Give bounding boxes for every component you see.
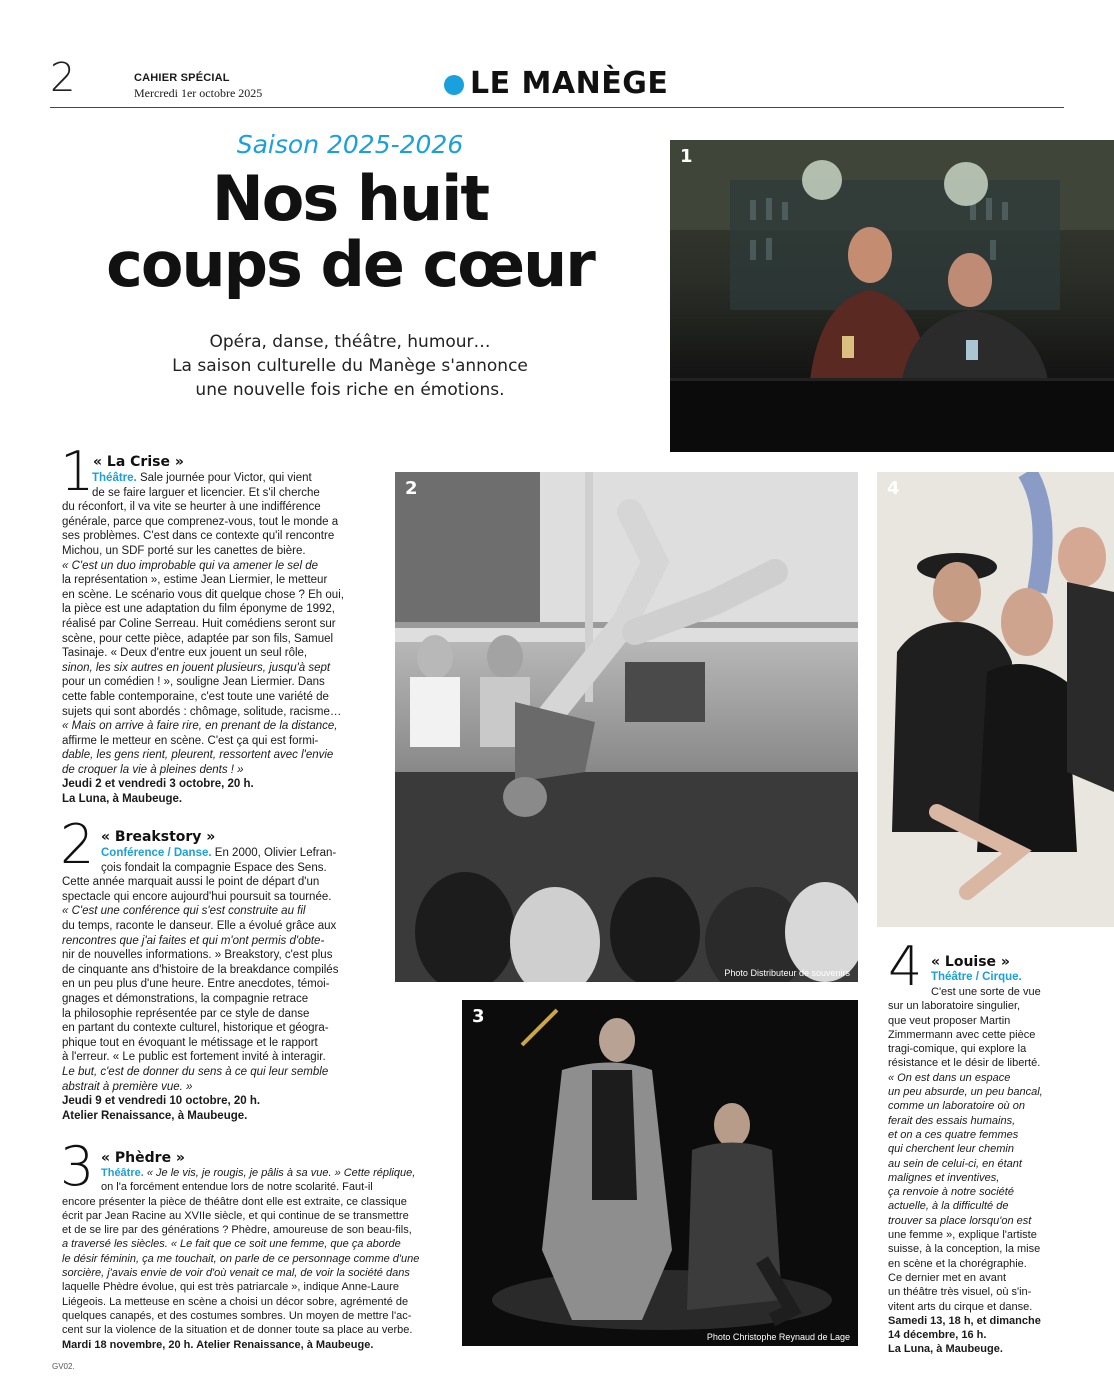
- article-4-body: [888, 985, 1068, 1357]
- article-2-line: phique tout en évoquant le métissage et le rapport: [62, 1036, 318, 1049]
- section-label: CAHIER SPÉCIAL: [134, 72, 230, 84]
- title-line-1: Nos huit: [211, 162, 489, 235]
- article-3-number: 3: [60, 1135, 95, 1198]
- footer-code: GV02.: [52, 1362, 75, 1371]
- article-3-line: quelques canapés, et des costumes sombres. Un moyen de mettre l'ac-: [62, 1309, 412, 1322]
- article-1-line: Sale journée pour Victor, qui vient: [139, 472, 312, 484]
- article-2-line: du temps, raconte le danseur. Elle a évolué grâce aux: [62, 919, 337, 932]
- article-2-line: à l'erreur. « Le public est fortement invité à interagir.: [62, 1051, 326, 1064]
- article-4-line: sur un laboratoire singulier,: [888, 1000, 1021, 1013]
- article-4-line: ferait des essais humains,: [888, 1114, 1016, 1127]
- standfirst: [140, 330, 560, 402]
- article-4-number: 4: [888, 935, 923, 998]
- article-1-when: Jeudi 2 et vendredi 3 octobre, 20 h.: [62, 778, 254, 791]
- header-divider: [50, 107, 1064, 108]
- article-2-when: Jeudi 9 et vendredi 10 octobre, 20 h.: [62, 1095, 261, 1108]
- article-1-line: Michou, un SDF porté sur les canettes de bière.: [62, 544, 306, 557]
- article-1-line: de croquer la vie à pleines dents ! »: [62, 763, 244, 776]
- issue-date: Mercredi 1er octobre 2025: [134, 86, 263, 100]
- article-1-line: Tasinaje. « Deux d'entre eux jouent un seul rôle,: [62, 647, 308, 660]
- page-title: [90, 162, 610, 301]
- brand-dot-icon: [444, 75, 464, 95]
- photo-la-crise: [670, 140, 1114, 452]
- article-1-number: 1: [60, 440, 95, 503]
- article-4-line: tragi-comique, qui explore la: [888, 1043, 1027, 1056]
- article-3-line: laquelle Phèdre évolue, qui est très patriarcale », indique Anne-Laure: [62, 1281, 399, 1294]
- article-1-line: la pièce est une adaptation du film éponyme de 1992,: [62, 603, 335, 616]
- article-2-line: nir de nouvelles informations. » Breakstory, c'est plus: [62, 949, 333, 962]
- article-4-line: résistance et le désir de liberté.: [888, 1057, 1041, 1070]
- brand-title: LE MANÈGE: [470, 66, 669, 101]
- article-1-line: sujets qui sont abordés : chômage, solitude, racisme…: [62, 705, 342, 718]
- photo-phedre-illustration: [462, 1000, 858, 1346]
- article-4-line: trouver sa place lorsqu'on est: [888, 1214, 1032, 1227]
- article-1-where: La Luna, à Maubeuge.: [62, 793, 183, 806]
- article-4-line: ça renvoie à notre société: [888, 1186, 1014, 1199]
- article-4-genre: Théâtre / Cirque.: [931, 971, 1022, 983]
- photo-number-4: 4: [887, 478, 900, 499]
- standfirst-line-2: La saison culturelle du Manège s'annonce: [172, 356, 528, 376]
- article-4-line: comme un laboratoire où on: [888, 1100, 1025, 1113]
- article-2-number: 2: [60, 813, 95, 876]
- photo-credit-3: Photo Christophe Reynaud de Lage: [706, 1332, 850, 1342]
- article-2-line: çois fondait la compagnie Espace des Sens.: [101, 861, 327, 874]
- title-line-2: coups de cœur: [106, 228, 594, 301]
- article-3-line: a traversé les siècles. « Le fait que ce soit une femme, que ça aborde: [62, 1238, 401, 1251]
- article-1-line: en scène. Le scénario vous dit quelque chose ? Eh oui,: [62, 588, 344, 601]
- photo-louise-illustration: [877, 472, 1114, 927]
- article-2-line: spectacle qui encore aujourd'hui poursuit sa tournée.: [62, 890, 332, 903]
- article-4-line: et on a ces quatre femmes: [888, 1128, 1019, 1141]
- article-3-line: écrit par Jean Racine au XVIIe siècle, et qui continue de se transmettre: [62, 1209, 409, 1222]
- article-1-line: scène, pour cette pièce, adaptée par son fils, Samuel: [62, 632, 334, 645]
- article-1-line: du réconfort, il va vite se heurter à une indifférence: [62, 501, 321, 514]
- page-number: 2: [50, 55, 76, 101]
- article-4-when-2: 14 décembre, 16 h.: [888, 1329, 987, 1342]
- standfirst-line-1: Opéra, danse, théâtre, humour…: [209, 332, 491, 352]
- article-4-where: La Luna, à Maubeuge.: [888, 1343, 1003, 1356]
- photo-la-crise-illustration: [670, 140, 1114, 452]
- photo-phedre: [462, 1000, 858, 1346]
- article-3-line: on l'a forcément entendue lors de notre scolarité. Faut-il: [101, 1181, 373, 1194]
- article-2-body: [62, 846, 372, 1123]
- article-4-line: vitent arts du cirque et danse.: [888, 1300, 1033, 1313]
- article-1-line: cette fable contemporaine, c'est toute une variété de: [62, 690, 329, 703]
- article-1-line: la représentation », estime Jean Liermier, le metteur: [62, 574, 328, 587]
- article-2-line: gnages et démonstrations, la compagnie retrace: [62, 992, 309, 1005]
- article-1-line: sinon, les six autres en jouent plusieurs, jusqu'à sept: [62, 661, 331, 674]
- photo-number-3: 3: [472, 1006, 485, 1027]
- kicker: Saison 2025-2026: [236, 130, 464, 159]
- article-1-body: [62, 471, 362, 807]
- article-2-line: la philosophie représentée par ce style de danse: [62, 1007, 310, 1020]
- article-4-line: que veut proposer Martin: [888, 1014, 1011, 1027]
- article-2-line: Cette année marquait aussi le point de départ d'un: [62, 876, 320, 889]
- article-1-line: réalisé par Coline Serreau. Huit comédiens seront sur: [62, 617, 336, 630]
- article-4-line: C'est une sorte de vue: [931, 986, 1041, 998]
- article-2-where: Atelier Renaissance, à Maubeuge.: [62, 1109, 248, 1122]
- article-3-line: encore présenter la pièce de théâtre dont elle est extraite, ce classique: [62, 1195, 407, 1208]
- article-2-line: rencontres que j'ai faites et qui m'ont permis d'obte-: [62, 934, 325, 947]
- article-4-line: « On est dans un espace: [888, 1071, 1011, 1084]
- article-3-line: cent sur la violence de la situation et de donner toute sa place au verbe.: [62, 1324, 413, 1337]
- article-1-line: affirme le metteur en scène. C'est ça qui est formi-: [62, 734, 319, 747]
- article-4-line: une femme », explique l'artiste: [888, 1229, 1037, 1242]
- article-4-line: malignes et inventives,: [888, 1171, 1000, 1184]
- article-1-line: ses problèmes. C'est dans ce contexte qu'il rencontre: [62, 530, 335, 543]
- article-1-title: « La Crise »: [93, 454, 184, 470]
- article-3-genre: Théâtre.: [101, 1167, 144, 1179]
- photo-number-2: 2: [405, 478, 418, 499]
- article-1-line: pour un comédien ! », souligne Jean Liermier. Dans: [62, 676, 325, 689]
- article-3-line: sorcière, j'avais envie de voir d'où venait ce mal, de voir la société dans: [62, 1267, 410, 1280]
- article-4-title: « Louise »: [931, 954, 1010, 970]
- article-3-line: et de se lire par des générations ? Phèdre, amoureuse de son beau-fils,: [62, 1224, 412, 1237]
- article-3-title: « Phèdre »: [101, 1150, 185, 1166]
- article-1-line: de se faire larguer et licencier. Et s'il cherche: [92, 486, 320, 499]
- article-4-when-1: Samedi 13, 18 h, et dimanche: [888, 1314, 1041, 1327]
- photo-louise: [877, 472, 1114, 927]
- standfirst-line-3: une nouvelle fois riche en émotions.: [195, 380, 505, 400]
- article-4-line: au sein de celui-ci, en étant: [888, 1157, 1022, 1170]
- article-1-line: « C'est un duo improbable qui va amener le sel de: [62, 559, 318, 572]
- photo-breakstory-illustration: [395, 472, 858, 982]
- article-1-line: générale, parce que comprenez-vous, tout le monde a: [62, 515, 339, 528]
- photo-number-1: 1: [680, 146, 693, 167]
- article-4-line: un théâtre très visuel, où s'in-: [888, 1286, 1032, 1299]
- article-1-line: « Mais on arrive à faire rire, en prenant de la distance,: [62, 720, 338, 733]
- article-1-line: dable, les gens rient, pleurent, ressortent avec l'envie: [62, 749, 334, 762]
- article-4-line: Ce dernier met en avant: [888, 1271, 1007, 1284]
- article-2-line: de cinquante ans d'histoire de la breakdance compilés: [62, 963, 339, 976]
- article-1-genre: Théâtre.: [92, 472, 137, 484]
- article-4-line: qui cherchent leur chemin: [888, 1143, 1014, 1156]
- article-2-line: Le but, c'est de donner du sens à ce qui leur semble: [62, 1065, 329, 1078]
- article-2-line: En 2000, Olivier Lefran-: [214, 847, 337, 859]
- article-4-line: actuelle, à la difficulté de: [888, 1200, 1009, 1213]
- article-3-body: [62, 1166, 456, 1352]
- article-2-genre: Conférence / Danse.: [101, 847, 212, 859]
- article-2-line: en un peu plus d'une heure. Entre anecdotes, témoi-: [62, 978, 330, 991]
- article-4-line: Zimmermann avec cette pièce: [888, 1028, 1036, 1041]
- article-2-title: « Breakstory »: [101, 829, 216, 845]
- photo-credit-2: Photo Distributeur de souvenirs: [724, 968, 850, 978]
- article-3-line: Liégeois. La metteuse en scène a choisi un décor sobre, agrémenté de: [62, 1295, 409, 1308]
- article-3-when: Mardi 18 novembre, 20 h. Atelier Renaissance, à Maubeuge.: [62, 1338, 374, 1351]
- article-4-line: un peu absurde, un peu bancal,: [888, 1086, 1043, 1099]
- article-4-line: suisse, à la conception, la mise: [888, 1243, 1041, 1256]
- article-3-line: le désir féminin, ça me touchait, on parle de ce personnage comme d'une: [62, 1252, 420, 1265]
- article-2-line: en partant du contexte culturel, historique et géogra-: [62, 1022, 329, 1035]
- article-4-line: en scène et la chorégraphie.: [888, 1257, 1027, 1270]
- article-2-line: abstrait à première vue. »: [62, 1080, 193, 1093]
- article-3-line: « Je le vis, je rougis, je pâlis à sa vue. » Cette réplique,: [146, 1167, 416, 1179]
- photo-breakstory: [395, 472, 858, 982]
- article-2-line: « C'est une conférence qui s'est construite au fil: [62, 905, 306, 918]
